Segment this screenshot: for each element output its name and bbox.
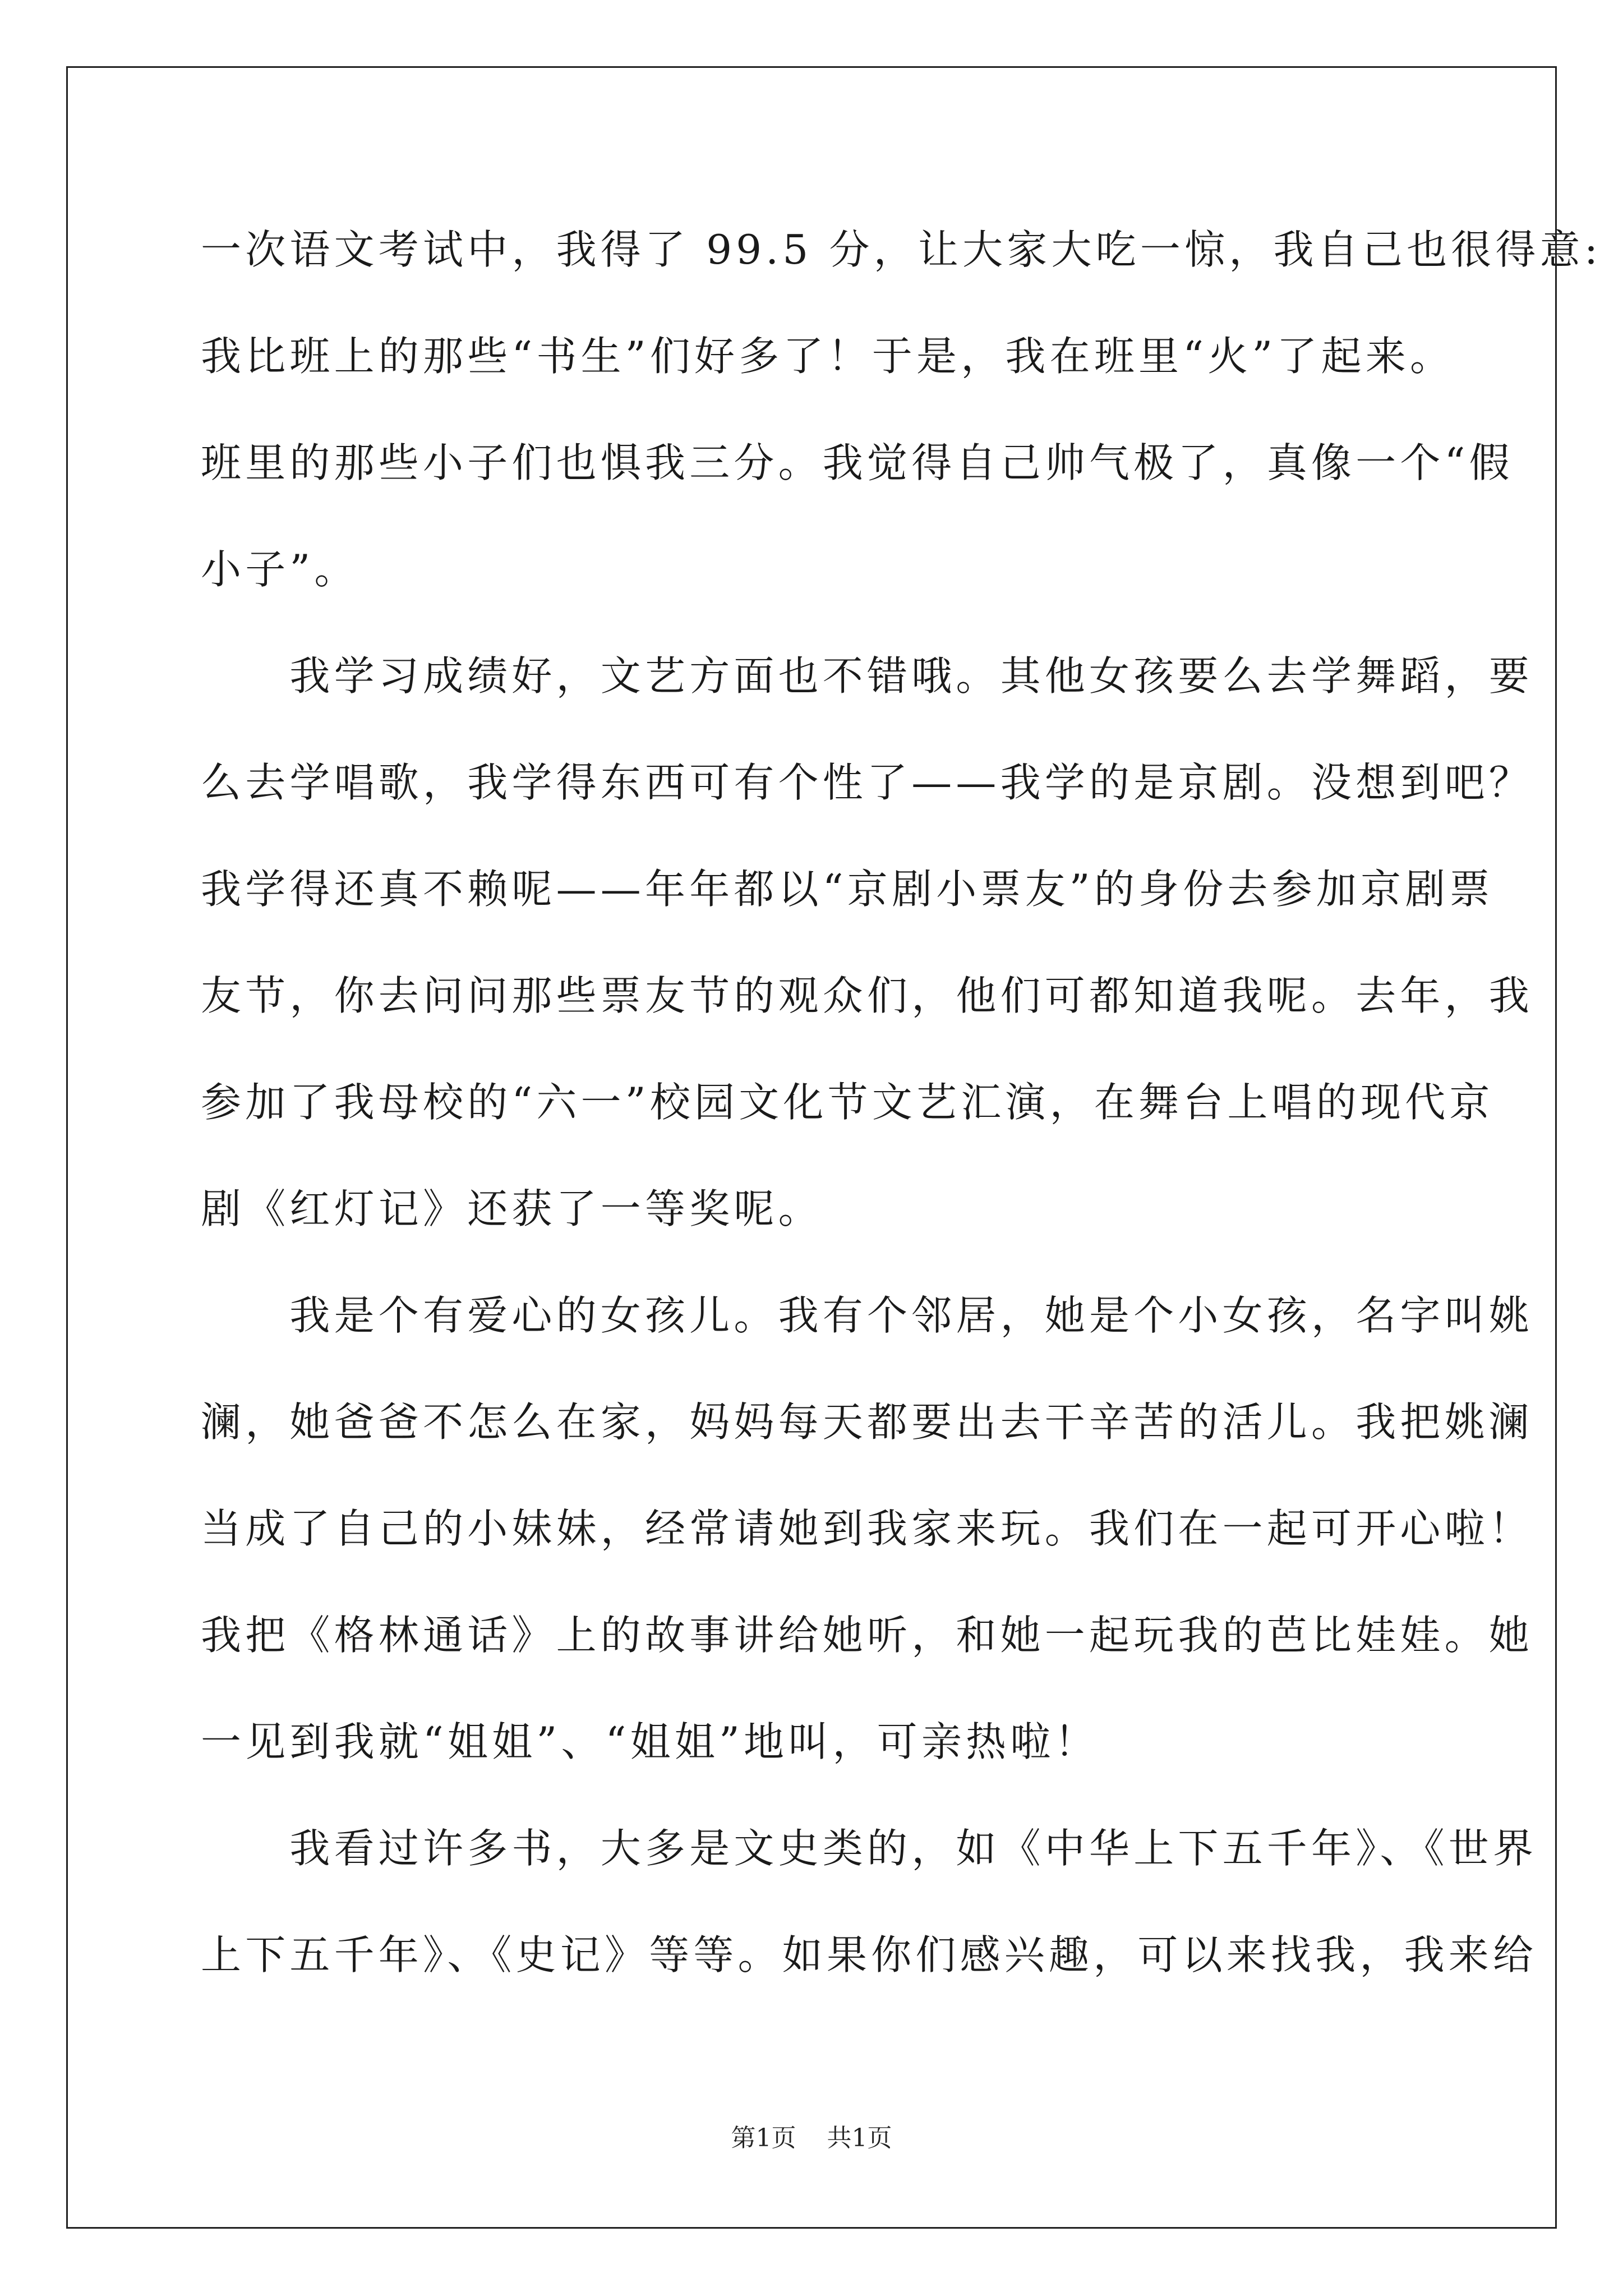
page-number-current: 第1页 [731, 2124, 796, 2152]
document-body [201, 220, 1602, 2032]
text-line: 我比班上的那些“书生”们好多了！于是，我在班里“火”了起来。 [201, 333, 1455, 380]
text-line: 么去学唱歌，我学得东西可有个性了——我学的是京剧。没想到吧？ [201, 759, 1534, 806]
text-line: 上下五千年》、《史记》等等。如果你们感兴趣，可以来找我，我来给 [201, 1931, 1538, 1978]
text-line: 当成了自己的小妹妹，经常请她到我家来玩。我们在一起可开心啦！ [201, 1505, 1534, 1552]
text-line: 小子”。 [201, 546, 359, 593]
text-line: 剧《红灯记》还获了一等奖呢。 [201, 1185, 823, 1232]
text-line: 一次语文考试中，我得了 99.5 分，让大家大吃一惊，我自己也很得意: [201, 226, 1602, 273]
text-line: 班里的那些小子们也惧我三分。我觉得自己帅气极了，真像一个“假 [201, 439, 1514, 486]
text-line: 我把《格林通话》上的故事讲给她听，和她一起玩我的芭比娃娃。她 [201, 1612, 1534, 1659]
text-line: 我学习成绩好，文艺方面也不错哦。其他女孩要么去学舞蹈，要 [201, 652, 1534, 700]
text-line: 参加了我母校的“六一”校园文化节文艺汇演，在舞台上唱的现代京 [201, 1079, 1494, 1126]
text-line: 一见到我就“姐姐”、“姐姐”地叫，可亲热啦！ [201, 1718, 1099, 1765]
page-footer [0, 2122, 1623, 2155]
text-line: 我学得还真不赖呢——年年都以“京剧小票友”的身份去参加京剧票 [201, 866, 1494, 913]
text-line: 我看过许多书，大多是文史类的，如《中华上下五千年》、《世界 [201, 1825, 1538, 1872]
text-line: 友节，你去问问那些票友节的观众们，他们可都知道我呢。去年，我 [201, 972, 1534, 1019]
page-number-total: 共1页 [827, 2124, 892, 2152]
text-line: 澜，她爸爸不怎么在家，妈妈每天都要出去干辛苦的活儿。我把姚澜 [201, 1398, 1534, 1446]
text-line: 我是个有爱心的女孩儿。我有个邻居，她是个小女孩，名字叫姚 [201, 1292, 1534, 1339]
